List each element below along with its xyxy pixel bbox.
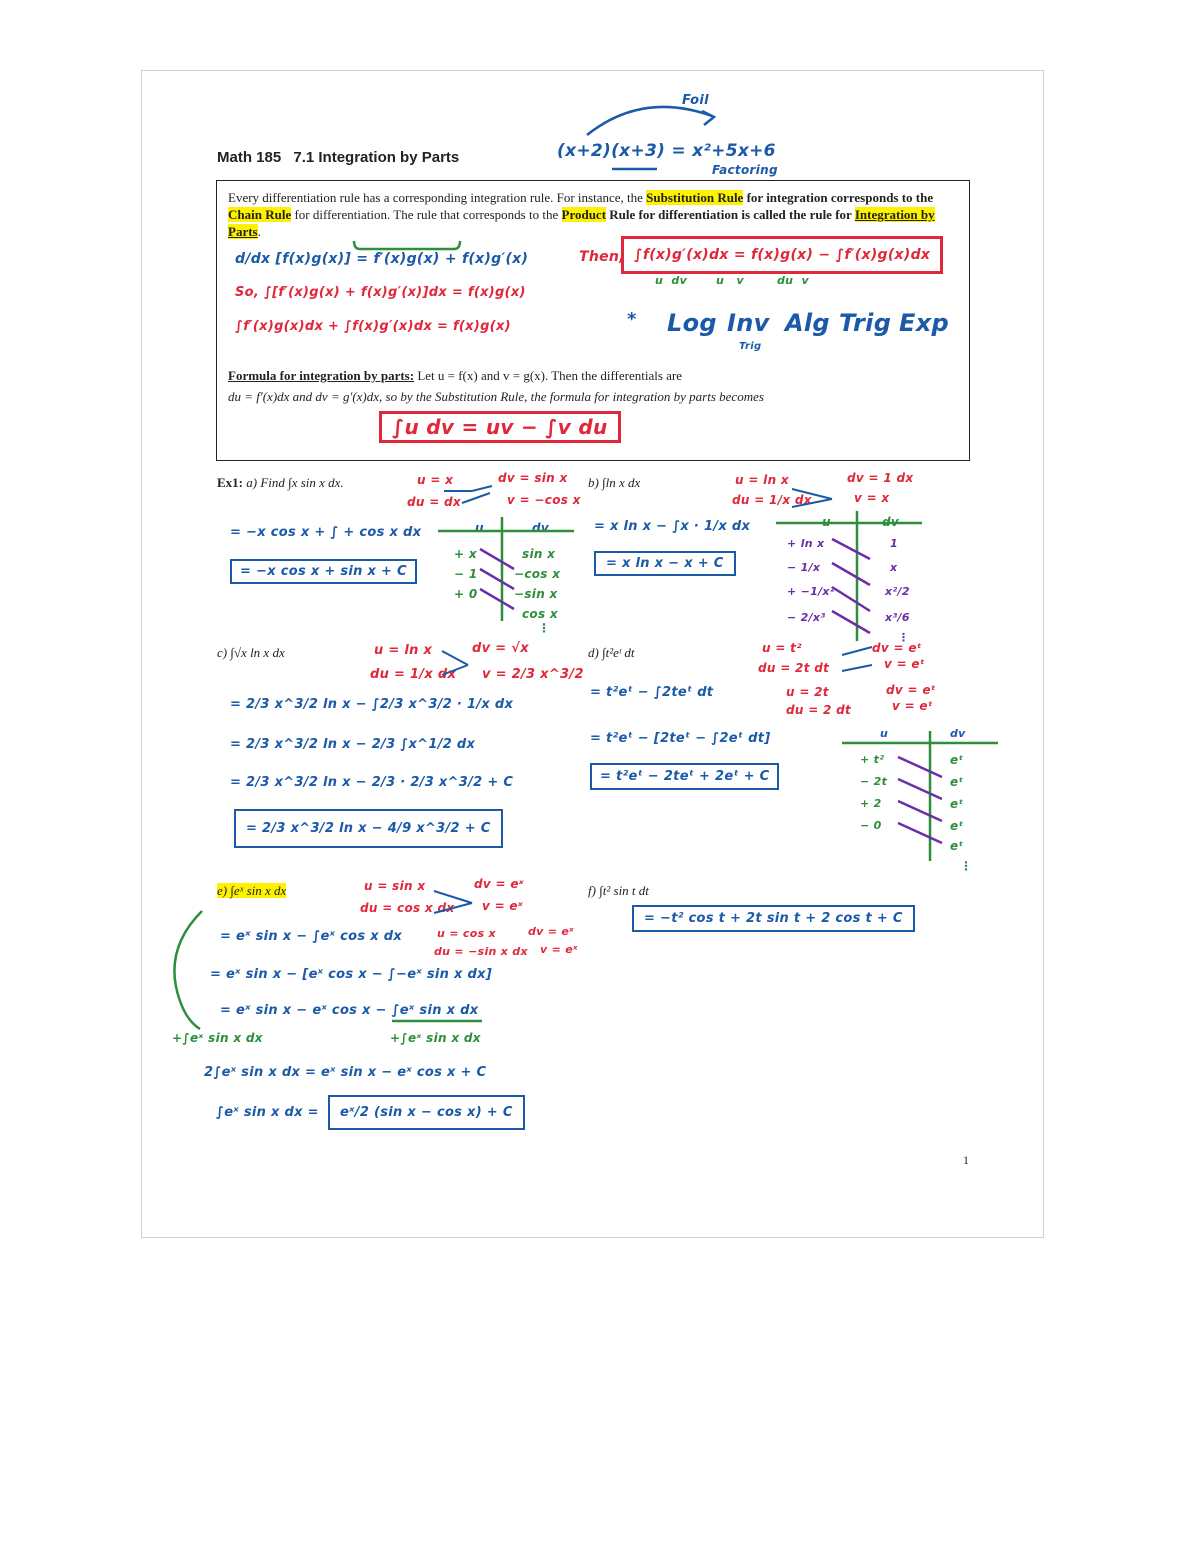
ex1a-table-dv-3: cos x [522,607,558,621]
formula-line-2: du = f′(x)dx and dv = g′(x)dx, so by the Substitution Rule, the formula for integration by parts becomes [228,389,764,404]
ex1b-table-dv-1: x [890,561,898,574]
foil-arrowhead [702,111,714,125]
ex1a-v: v = −cos x [507,493,581,507]
then-formula: ∫f(x)g′(x)dx = f(x)g(x) − ∫f′(x)g(x)dx [621,236,943,274]
ex1e-prompt: e) ∫eˣ sin x dx [217,883,287,898]
ex1e-u2: u = cos x [437,927,496,940]
ex1d-table-dv-2: eᵗ [950,797,964,811]
ex1d-v: v = eᵗ [884,657,925,671]
liate-trig: Trig [839,309,892,337]
integration-by-parts-highlight: Integration by Parts [228,207,935,239]
ex1c-v: v = 2/3 x^3/2 [482,667,584,682]
ex1d-table-u-head: u [880,727,889,740]
ex1e-bracket [174,911,202,1029]
ex1e-du: du = cos x dx [360,901,455,915]
product-rule-highlight: Product [561,207,607,222]
course-label: Math 185 [217,149,282,166]
ex1d-v2: v = eᵗ [892,699,933,713]
ex1e-v: v = eˣ [482,899,524,913]
ex1b-table-u-1: − 1/x [787,561,821,574]
ex1b-prompt: b) ∫ln x dx [588,475,641,490]
ex1a-table-u-head: u [475,521,484,535]
ex1b-u: u = ln x [735,473,789,487]
ex1c-du: du = 1/x dx [370,667,457,682]
ex1d-dv2: dv = eᵗ [886,683,936,697]
ex1a-prompt: Ex1: a) Find ∫x sin x dx. [217,475,344,490]
ex1c-step1: = 2/3 x^3/2 ln x − ∫2/3 x^3/2 · 1/x dx [230,697,514,712]
ex1a-table-dv-head: dv [532,521,550,535]
liate-star: * [627,309,637,330]
integration-by-parts-formula: ∫u dv = uv − ∫v du [379,411,621,443]
ex1b-table-dv-3: x³/6 [885,611,910,624]
ex1c-step2: = 2/3 x^3/2 ln x − 2/3 ∫x^1/2 dx [230,737,476,752]
ex1d-table-dv-head: dv [950,727,966,740]
liate-inv: Inv [727,309,770,337]
ex1b-table-dv-0: 1 [890,537,898,550]
ex1f-prompt: f) ∫t² sin t dt [588,883,649,898]
ex1b-dv: dv = 1 dx [847,471,914,485]
ex1d-uv-slash [842,647,872,671]
ex1e-add-right: +∫eˣ sin x dx [390,1031,481,1045]
ex1b-table-u-3: − 2/x³ [787,611,826,624]
foil-arrow [587,107,712,135]
rule-box [216,180,970,461]
ex1e-u: u = sin x [364,879,426,893]
ex1e-dv2: dv = eˣ [528,925,575,938]
ex1e-answer: eˣ/2 (sin x − cos x) + C [328,1095,525,1130]
ex1d-diagonals [898,757,942,843]
page-title [217,149,467,166]
ex1f-answer: = −t² cos t + 2t sin t + 2 cos t + C [632,905,915,932]
derivative-note: d/dx [f(x)g(x)] = f′(x)g(x) + f(x)g′(x) [235,251,529,267]
so-note: So, ∫[f′(x)g(x) + f(x)g′(x)]dx = f(x)g(x) [235,285,526,300]
liate-inv-trig: Trig [739,341,762,352]
ex1e-answer-left: ∫eˣ sin x dx = [216,1105,319,1120]
ex1a-du: du = dx [407,495,461,509]
ex1d-step1: = t²eᵗ − ∫2teᵗ dt [590,685,714,700]
ex1a-table-dv-4: ⋮ [538,621,551,635]
ex1e-du2: du = −sin x dx [434,945,528,958]
then-labels: u dv u v du v [655,274,810,287]
ex1b-answer: = x ln x − x + C [594,551,736,576]
ex1d-table-u-1: − 2t [860,775,888,788]
liate-exp: Exp [899,309,949,337]
ex1c-step3: = 2/3 x^3/2 ln x − 2/3 · 2/3 x^3/2 + C [230,775,514,790]
ex1d-prompt: d) ∫t²eᵗ dt [588,645,635,660]
ex1e-dv: dv = eˣ [474,877,525,891]
intro-paragraph: Every differentiation rule has a corresponding integration rule. For instance, the Substitution Rule for integration corresponds to the Chain Rule for differentiation. The rule that corresponds to the Product Rule for differentiation is called the rule for Integration by Parts. [228,190,935,239]
then-label: Then, [579,249,625,265]
ex1e-step3: = eˣ sin x − eˣ cos x − ∫eˣ sin x dx [220,1003,479,1018]
ex1a-table-u-2: + 0 [454,587,478,601]
chain-rule-highlight: Chain Rule [228,207,292,222]
ex1e-v2: v = eˣ [540,943,578,956]
ex1d-table-dv-5: ⋮ [960,859,973,873]
ex1d-u2: u = 2t [786,685,829,699]
ex1c-dv: dv = √x [472,641,529,656]
ex1c-prompt: c) ∫√x ln x dx [217,645,285,660]
page-number: 1 [963,1153,969,1167]
ex1b-table-dv-head: dv [882,515,900,529]
ex1a-u: u = x [417,473,454,487]
ex1d-table-dv-1: eᵗ [950,775,964,789]
ex1a-table-dv-1: −cos x [514,567,561,581]
ex1d-table-u-3: − 0 [860,819,882,832]
ex1b-v: v = x [854,491,890,505]
section-label: 7.1 Integration by Parts [293,149,460,166]
ex1d-table-u-0: + t² [860,753,885,766]
ex1a-table-dv-2: −sin x [514,587,558,601]
sum-note: ∫f′(x)g(x)dx + ∫f(x)g′(x)dx = f(x)g(x) [235,319,511,334]
ex1a-dv: dv = sin x [498,471,568,485]
ex1d-table-u-2: + 2 [860,797,882,810]
ex1a-diagonals [480,549,514,609]
liate-log: Log [667,309,717,337]
ex1a-table-u-0: + x [454,547,477,561]
ex1d-table-dv-4: eᵗ [950,839,964,853]
ex1a-table-dv-0: sin x [522,547,556,561]
ex1d-du: du = 2t dt [758,661,830,675]
ex1e-step4: 2∫eˣ sin x dx = eˣ sin x − eˣ cos x + C [204,1065,487,1080]
ex1c-u: u = ln x [374,643,433,658]
formula-line-1: Formula for integration by parts: Let u = f(x) and v = g(x). Then the differentials are [228,368,683,383]
ex1d-table-dv-3: eᵗ [950,819,964,833]
ex1b-table-u-0: + ln x [787,537,825,550]
liate-alg: Alg [785,309,830,337]
ex1e-step2: = eˣ sin x − [eˣ cos x − ∫−eˣ sin x dx] [210,967,493,982]
ex1d-dv: dv = eᵗ [872,641,922,655]
ex1d-du2: du = 2 dt [786,703,852,717]
ex1e-add-left: +∫eˣ sin x dx [172,1031,263,1045]
ex1b-table-u-head: u [822,515,831,529]
factoring-label: Factoring [712,163,778,177]
ex1d-table-dv-0: eᵗ [950,753,964,767]
ex1c-answer: = 2/3 x^3/2 ln x − 4/9 x^3/2 + C [234,809,503,848]
ex1e-step1: = eˣ sin x − ∫eˣ cos x dx [220,929,403,944]
ex1b-du: du = 1/x dx [732,493,812,507]
ex1b-step1: = x ln x − ∫x · 1/x dx [594,519,751,534]
substitution-rule-highlight: Substitution Rule [646,190,744,205]
document-page [141,70,1044,1238]
ex1a-step1: = −x cos x + ∫ + cos x dx [230,525,422,540]
ex1d-u: u = t² [762,641,802,655]
ex1d-answer: = t²eᵗ − 2teᵗ + 2eᵗ + C [590,763,779,790]
ex1b-table-dv-4: ⋮ [898,631,910,644]
ex1d-step2: = t²eᵗ − [2teᵗ − ∫2eᵗ dt] [590,731,771,746]
ex1b-diagonals [832,539,870,633]
foil-expression: (x+2)(x+3) = x²+5x+6 [557,141,776,161]
ex1a-answer: = −x cos x + sin x + C [230,559,417,584]
ex1b-table-dv-2: x²/2 [885,585,910,598]
foil-label: Foil [682,93,709,108]
ex1b-table-u-2: + −1/x² [787,585,835,598]
ex1a-table-u-1: − 1 [454,567,478,581]
ex1d-divider [842,731,998,861]
